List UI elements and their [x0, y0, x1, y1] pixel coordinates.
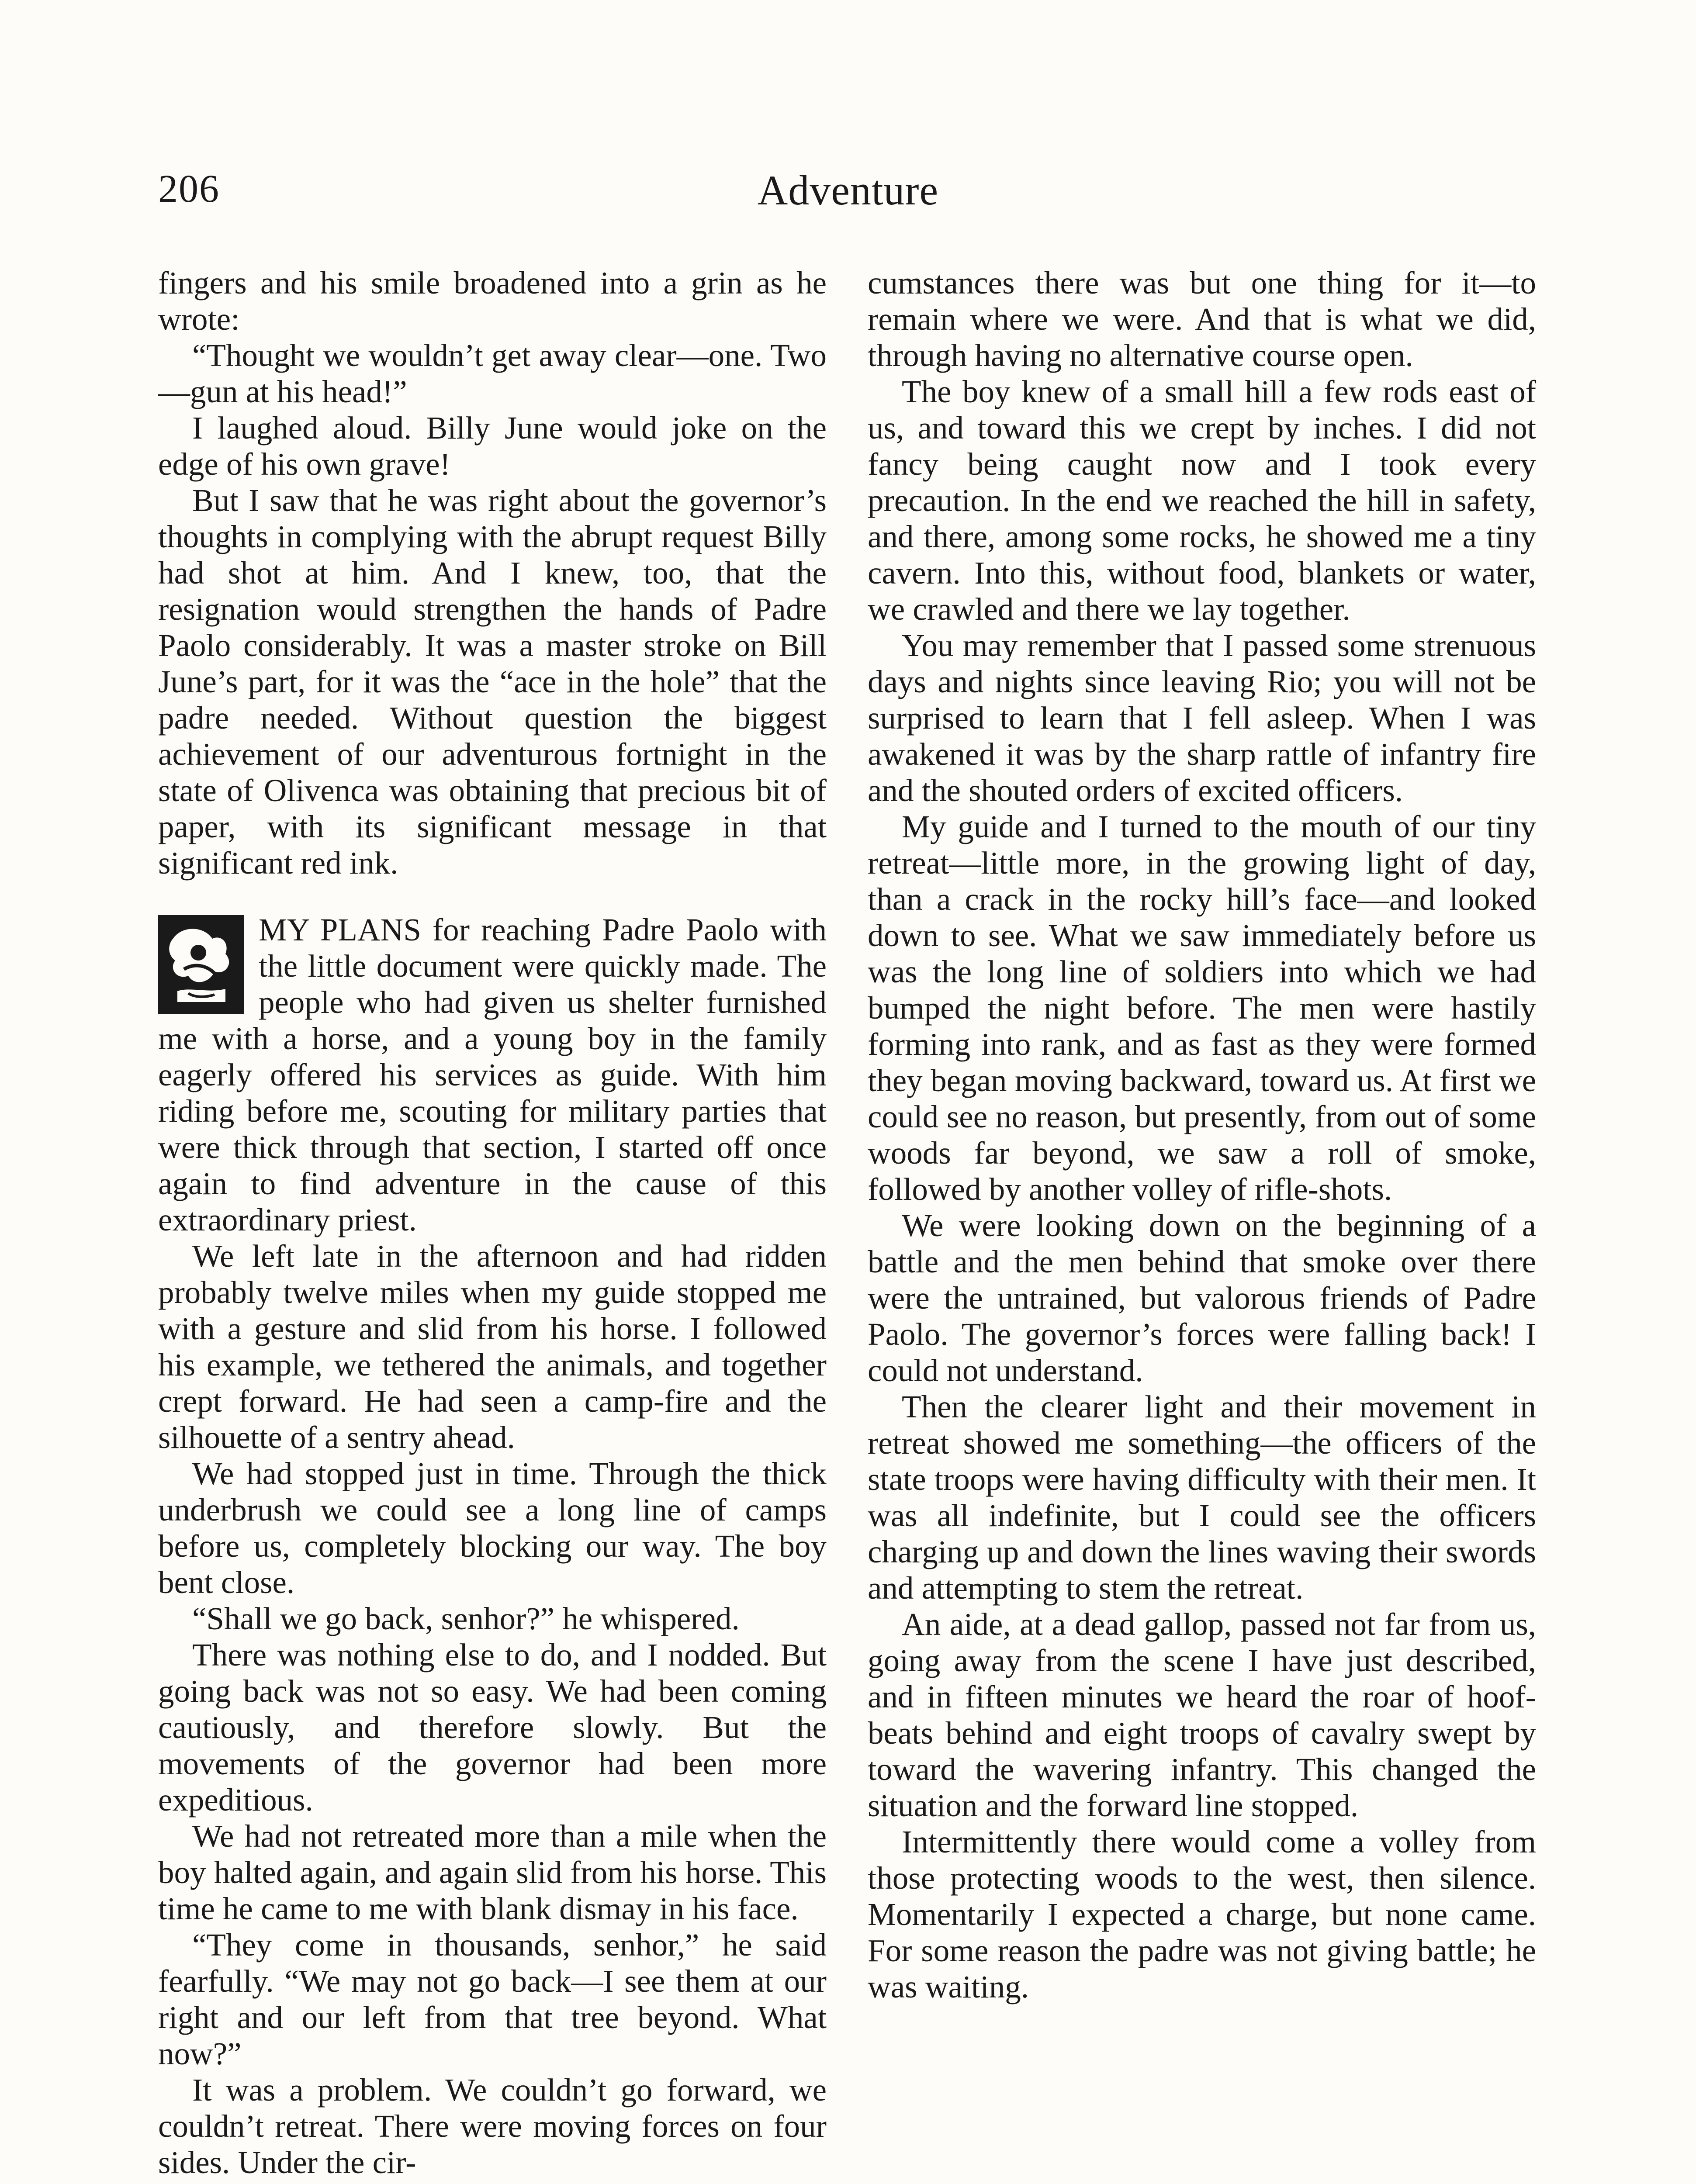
paragraph: There was nothing else to do, and I nodded. But going back was not so easy. We had been coming cautiously, and therefore slowly. But the movements of the governor had been more expeditious. — [158, 1637, 827, 1818]
paragraph: We were looking down on the beginning of a battle and the men behind that smoke over there were the untrained, but valorous friends of Padre Paolo. The governor’s forces were falling back! I could not understand. — [868, 1208, 1536, 1388]
page-number: 206 — [158, 167, 220, 211]
paragraph: The boy knew of a small hill a few rods east of us, and toward this we crept by inches. I did not fancy being caught now and I took every precaution. In the end we reached the hill in safety, and there, among some rocks, he showed me a tiny cavern. Into this, without food, blankets or water, we crawled and there we lay together. — [868, 374, 1536, 627]
paragraph: We left late in the afternoon and had ridden probably twelve miles when my guide stopped me with a gesture and slid from his horse. I followed his example, we tethered the animals, and together crept forward. He had seen a camp-fire and the silhouette of a sentry ahead. — [158, 1238, 827, 1455]
paragraph: cumstances there was but one thing for it—to remain where we were. And that is what we did, through having no alternative course open. — [868, 265, 1536, 373]
paragraph: I laughed aloud. Billy June would joke on the edge of his own grave! — [158, 410, 827, 482]
right-column — [868, 265, 1536, 2005]
paragraph: We had not retreated more than a mile when the boy halted again, and again slid from his horse. This time he came to me with blank dismay in his face. — [158, 1818, 827, 1926]
paragraph: You may remember that I passed some strenuous days and nights since leaving Rio; you will not be surprised to learn that I fell asleep. When I was awakened it was by the sharp rattle of infantry fire and the shouted orders of excited officers. — [868, 628, 1536, 808]
paragraph: My guide and I turned to the mouth of our tiny retreat—little more, in the growing light of day, than a crack in the rocky hill’s face—and looked down to see. What we saw immediately before us was the long line of soldiers into which we had bumped the night before. The men were hastily forming into rank, and as fast as they were formed they began moving backward, toward us. At first we could see no reason, but presently, from out of some woods far beyond, we saw a roll of smoke, followed by another volley of rifle-shots. — [868, 809, 1536, 1207]
paragraph: An aide, at a dead gallop, passed not far from us, going away from the scene I have just described, and in fifteen minutes we heard the roar of hoof-beats behind and eight troops of cavalry swept by toward the wavering infantry. This changed the situation and the forward line stopped. — [868, 1607, 1536, 1823]
paragraph: “They come in thousands, senhor,” he said fearfully. “We may not go back—I see them at our right and our left from that tree beyond. What now?” — [158, 1927, 827, 2071]
running-head-title: Adventure — [757, 167, 939, 214]
left-column — [158, 265, 827, 2181]
paragraph: “Shall we go back, senhor?” he whispered. — [192, 1601, 740, 1636]
paragraph: Then the clearer light and their movement in retreat showed me something—the officers of the state troops were having difficulty with their men. It was all indefinite, but I could see the officers charging up and down the lines waving their swords and attempting to stem the retreat. — [868, 1389, 1536, 1606]
paragraph: But I saw that he was right about the governor’s thoughts in complying with the abrupt request Billy had shot at him. And I knew, too, that the resignation would strengthen the hands of Padre Paolo considerably. It was a master stroke on Bill June’s part, for it was the “ace in the hole” that the padre needed. Without question the biggest achievement of our adventurous fortnight in the state of Olivenca was obtaining that precious bit of paper, with its significant message in that significant red ink. — [158, 483, 827, 881]
paragraph: It was a problem. We couldn’t go forward, we couldn’t retreat. There were moving forces on four sides. Under the cir- — [158, 2072, 827, 2180]
paragraph: MY PLANS for reaching Padre Paolo with the little document were quickly made. The people who had given us shelter furnished me with a horse, and a young boy in the family eagerly offered his services as guide. With him riding before me, scouting for military parties that were thick through that section, I started off once again to find adventure in the cause of this extraordinary priest. — [158, 912, 827, 1237]
paragraph: “Thought we wouldn’t get away clear—one. Two—gun at his head!” — [158, 338, 827, 409]
paragraph: Intermittently there would come a volley from those protecting woods to the west, then silence. Momentarily I expected a charge, but none came. For some reason the padre was not giving battle; he was waiting. — [868, 1824, 1536, 2004]
decorative-drop-ornament-icon — [158, 915, 244, 1014]
paragraph: We had stopped just in time. Through the thick underbrush we could see a long line of camps before us, completely blocking our way. The boy bent close. — [158, 1456, 827, 1600]
section-break — [158, 912, 827, 1238]
paragraph: fingers and his smile broadened into a grin as he wrote: — [158, 265, 827, 337]
